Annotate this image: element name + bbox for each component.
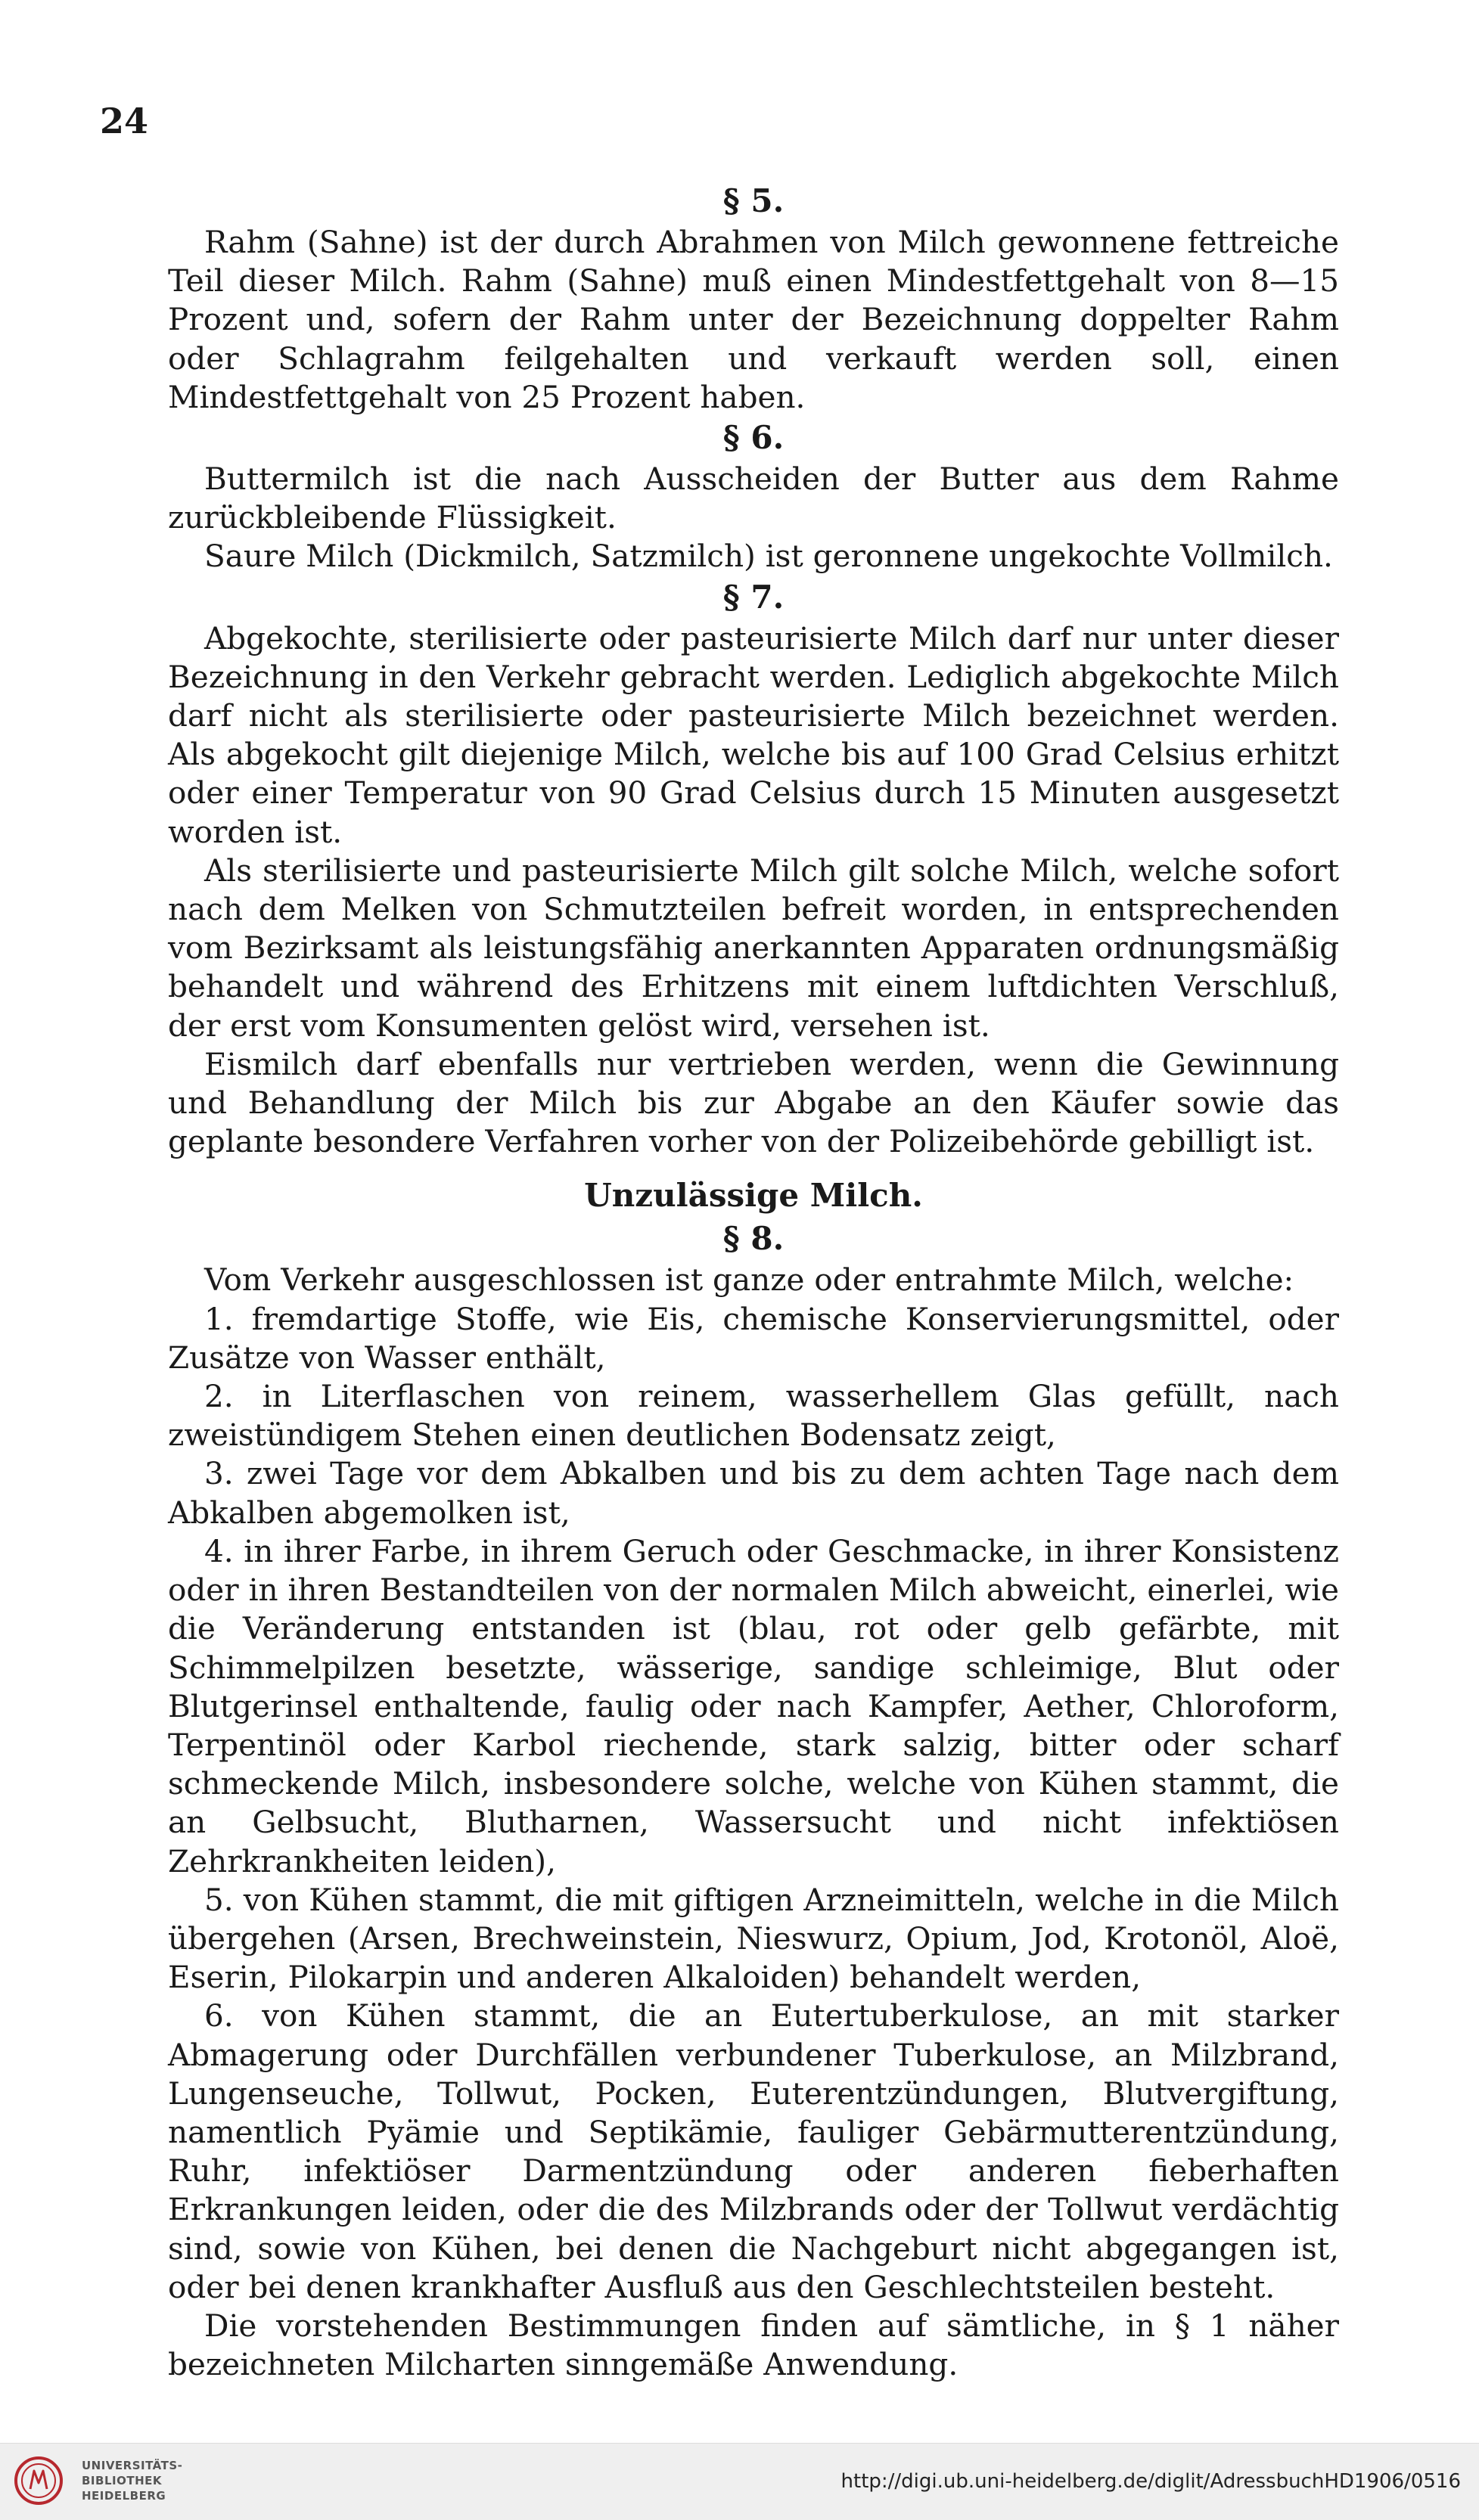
library-name-line: HEIDELBERG [82,2489,166,2503]
list-item: 4. in ihrer Farbe, in ihrem Geruch oder Geschmacke, in ihrer Konsistenz oder in ihren Bestandteilen von der normalen Milch abweicht, einerlei, wie die Veränderung entstanden ist (blau, rot oder gelb gefärbte, mit Schimmelpilzen besetzte, wässerige, sandige schleimige, Blut oder Blutgerinsel enthaltende, faulig oder nach Kampfer, Aether, Chloroform, Terpentinöl oder Karbol riechende, stark salzig, bitter oder scharf schmeckende Milch, insbesondere solche, welche von Kühen stammt, die an Gelbsucht, Blutharnen, Wassersucht und nicht infektiösen Zehrkrankheiten leiden), [168,1532,1339,1879]
body-paragraph: Buttermilch ist die nach Ausscheiden der Butter aus dem Rahme zurückbleibende Flüssigkeit. [168,461,1339,536]
page-number: 24 [100,101,149,141]
source-url-link[interactable]: http://digi.ub.uni-heidelberg.de/diglit/AdressbuchHD1906/0516 [840,2470,1461,2493]
body-paragraph: Die vorstehenden Bestimmungen finden auf sämtliche, in § 1 näher bezeichneten Milcharten sinngemäße Anwendung. [168,2307,1339,2383]
viewer-footer [0,2443,1479,2520]
list-item: 6. von Kühen stammt, die an Eutertuberkulose, an mit starker Abmagerung oder Durchfällen verbundener Tuberkulose, an Milzbrand, Lungenseuche, Tollwut, Pocken, Euterentzündungen, Blutvergiftung, namentlich Pyämie und Septikämie, fauliger Gebärmutterentzündung, Ruhr, infektiöser Darmentzündung oder anderen fieberhaften Erkrankungen leiden, oder die des Milzbrands oder der Tollwut verdächtig sind, sowie von Kühen, bei denen die Nachgeburt nicht abgegangen ist, oder bei denen krankhafter Ausfluß aus den Geschlechtsteilen besteht. [168,1997,1339,2305]
body-paragraph: Als sterilisierte und pasteurisierte Milch gilt solche Milch, welche sofort nach dem Melken von Schmutzteilen befreit worden, in entsprechenden vom Bezirksamt als leistungsfähig anerkannten Apparaten ordnungsmäßig behandelt und während des Erhitzens mit einem luftdichten Verschluß, der erst vom Konsumenten gelöst wird, versehen ist. [168,852,1339,1044]
page-body [168,180,1339,2384]
list-item: 5. von Kühen stammt, die mit giftigen Arzneimitteln, welche in die Milch übergehen (Arsen, Brechweinstein, Nieswurz, Opium, Jod, Krotonöl, Aloë, Eserin, Pilokarpin und anderen Alkaloiden) behandelt werden, [168,1881,1339,1996]
section-heading: Unzulässige Milch. [584,1177,923,1215]
body-paragraph: Rahm (Sahne) ist der durch Abrahmen von Milch gewonnene fettreiche Teil dieser Milch. Rahm (Sahne) muß einen Mindestfettgehalt von 8—15 Prozent und, sofern der Rahm unter der Bezeichnung doppelter Rahm oder Schlagrahm feilgehalten und verkauft werden soll, einen Mindestfettgehalt von 25 Prozent haben. [168,224,1339,415]
list-item: 3. zwei Tage vor dem Abkalben und bis zu dem achten Tage nach dem Abkalben abgemolken ist, [168,1455,1339,1531]
library-name-line: BIBLIOTHEK [82,2474,162,2487]
body-paragraph: Eismilch darf ebenfalls nur vertrieben werden, wenn die Gewinnung und Behandlung der Milch bis zur Abgabe an den Käufer sowie das geplante besondere Verfahren vorher von der Polizeibehörde gebilligt ist. [168,1045,1339,1160]
body-paragraph: Vom Verkehr ausgeschlossen ist ganze oder entrahmte Milch, welche: [204,1262,1294,1299]
paragraph-heading: § 8. [722,1220,785,1258]
library-name-line: UNIVERSITÄTS- [82,2459,183,2472]
body-paragraph: Abgekochte, sterilisierte oder pasteurisierte Milch darf nur unter dieser Bezeichnung in den Verkehr gebracht werden. Lediglich abgekochte Milch darf nicht als sterilisierte oder pasteurisierte Milch bezeichnet werden. Als abgekocht gilt diejenige Milch, welche bis auf 100 Grad Celsius erhitzt oder einer Temperatur von 90 Grad Celsius durch 15 Minuten ausgesetzt worden ist. [168,619,1339,850]
library-name[interactable] [82,2458,182,2503]
body-paragraph: Saure Milch (Dickmilch, Satzmilch) ist geronnene ungekochte Vollmilch. [204,538,1333,575]
list-item: 2. in Literflaschen von reinem, wasserhellem Glas gefüllt, nach zweistündigem Stehen einen deutlichen Bodensatz zeigt, [168,1378,1339,1454]
paragraph-heading: § 5. [722,182,785,219]
paragraph-heading: § 7. [722,578,785,616]
list-item: 1. fremdartige Stoffe, wie Eis, chemische Konservierungsmittel, oder Zusätze von Wasser enthält, [168,1300,1339,1376]
paragraph-heading: § 6. [722,419,785,457]
university-seal-icon[interactable] [14,2456,64,2506]
